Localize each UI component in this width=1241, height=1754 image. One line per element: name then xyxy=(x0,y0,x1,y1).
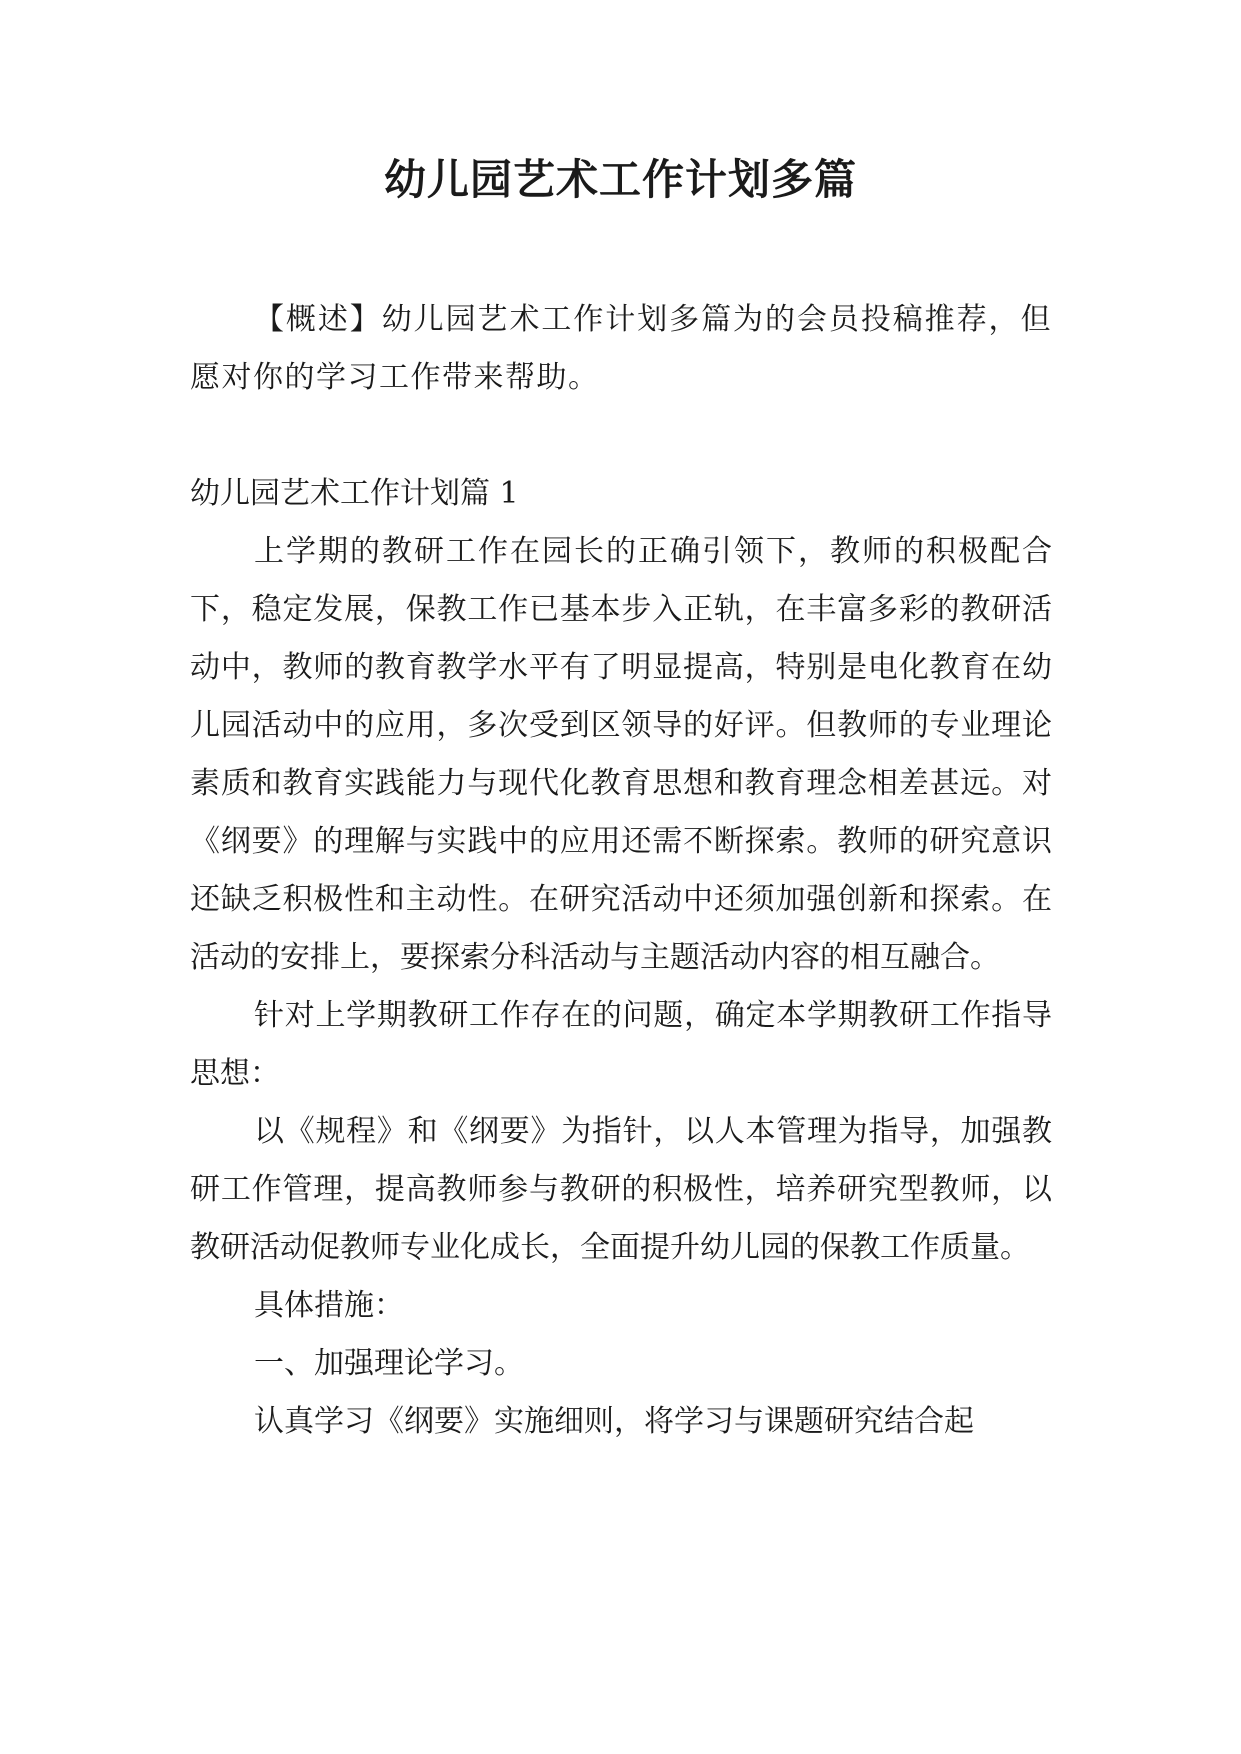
body-paragraph: 上学期的教研工作在园长的正确引领下，教师的积极配合下，稳定发展，保教工作已基本步入正轨，在丰富多彩的教研活动中，教师的教育教学水平有了明显提高，特别是电化教育在幼儿园活动中的应用，多次受到区领导的好评。但教师的专业理论素质和教育实践能力与现代化教育思想和教育理念相差甚远。对《纲要》的理解与实践中的应用还需不断探索。教师的研究意识还缺乏积极性和主动性。在研究活动中还须加强创新和探索。在活动的安排上，要探索分科活动与主题活动内容的相互融合。 xyxy=(190,534,1052,975)
document-title: 幼儿园艺术工作计划多篇 xyxy=(383,155,857,204)
body-paragraph: 针对上学期教研工作存在的问题，确定本学期教研工作指导思想： xyxy=(190,998,1052,1091)
body-paragraph: 一、加强理论学习。 xyxy=(254,1346,524,1381)
body-paragraph: 以《规程》和《纲要》为指针，以人本管理为指导，加强教研工作管理，提高教师参与教研的积极性，培养研究型教师，以教研活动促教师专业化成长，全面提升幼儿园的保教工作质量。 xyxy=(190,1114,1052,1265)
body-paragraph: 认真学习《纲要》实施细则，将学习与课题研究结合起 xyxy=(254,1404,974,1439)
paragraph-spacer xyxy=(190,407,1052,465)
section-heading: 幼儿园艺术工作计划篇 1 xyxy=(190,476,519,511)
document-body xyxy=(190,291,1052,1451)
body-paragraph: 具体措施： xyxy=(254,1288,404,1323)
summary-paragraph: 【概述】幼儿园艺术工作计划多篇为的会员投稿推荐，但愿对你的学习工作带来帮助。 xyxy=(190,302,1052,395)
